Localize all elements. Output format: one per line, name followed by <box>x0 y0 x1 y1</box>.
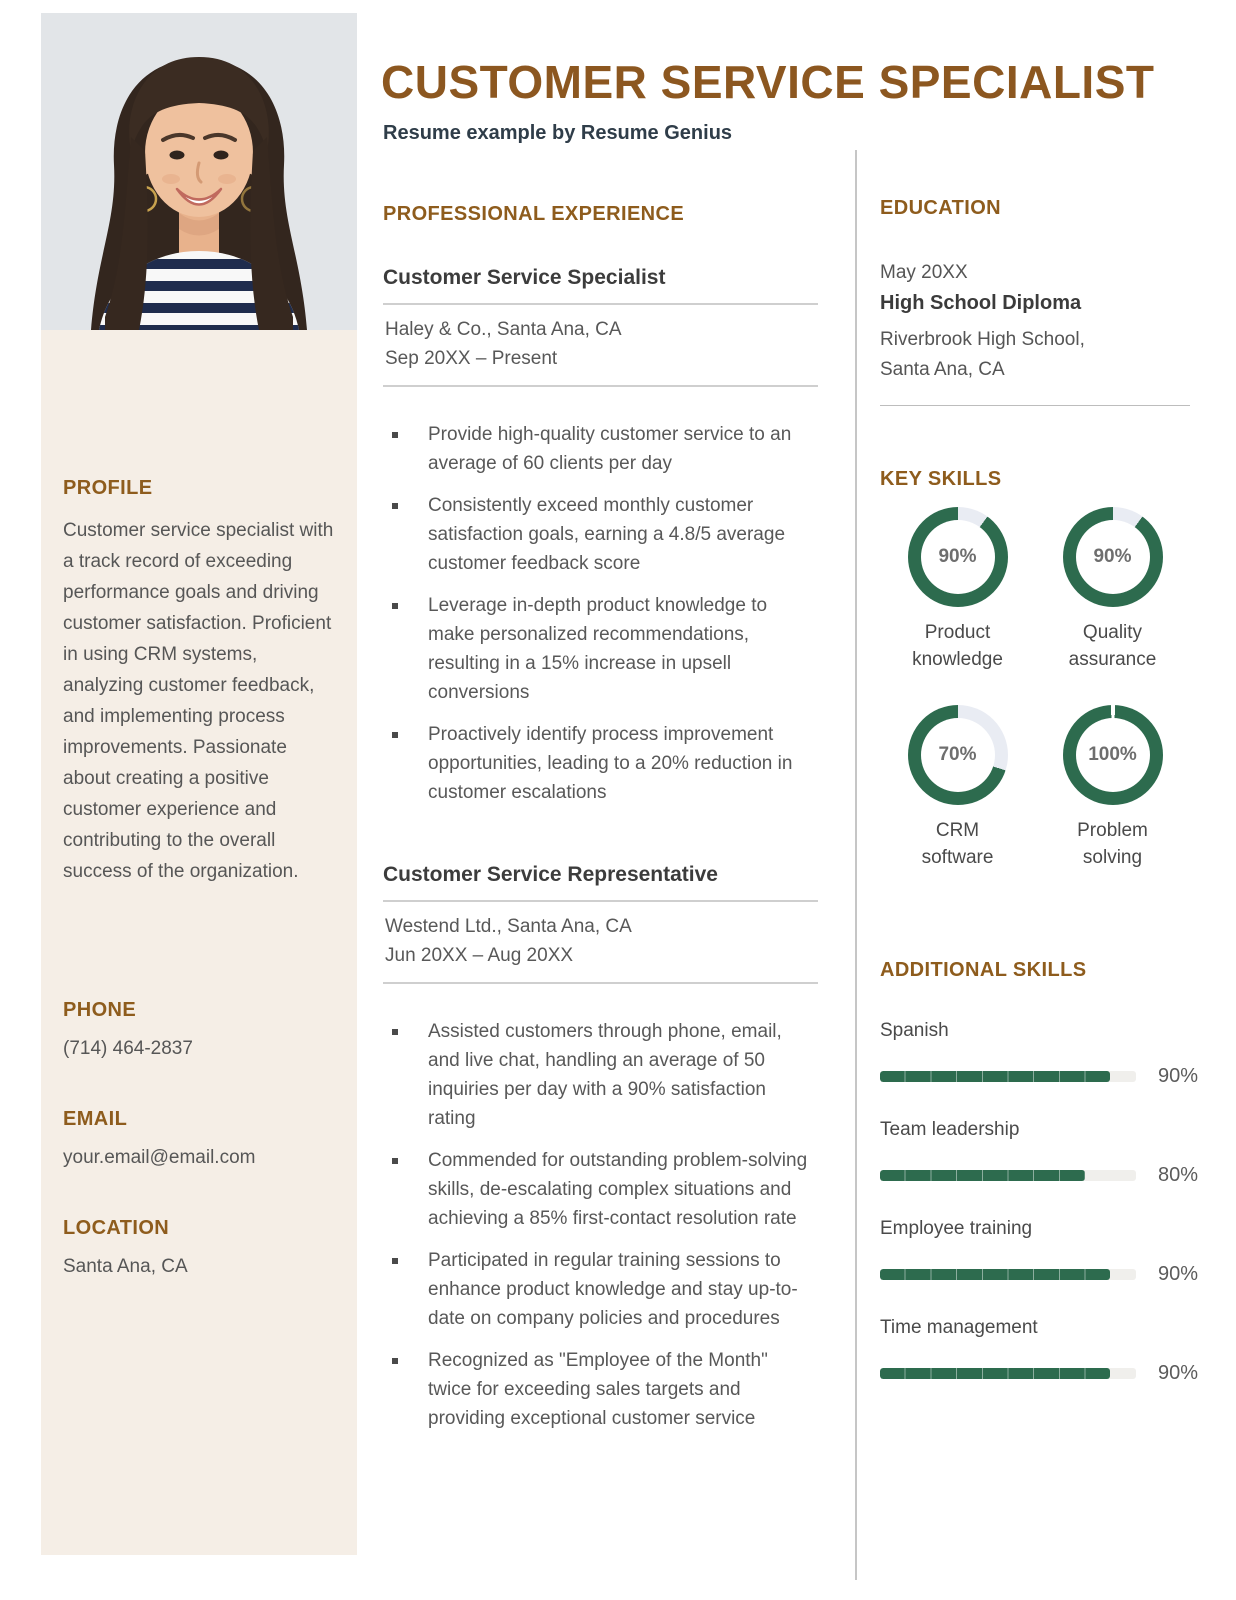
donut-percent: 100% <box>1088 744 1137 765</box>
job-entry <box>383 863 818 1433</box>
skill-bar-fill <box>880 1269 1110 1280</box>
donut-label: Product knowledge <box>912 622 1003 670</box>
bullet-square-icon <box>383 1246 428 1333</box>
location-heading: LOCATION <box>63 1217 170 1239</box>
location-value: Santa Ana, CA <box>63 1256 188 1277</box>
job-bullet: Consistently exceed monthly customer satisfaction goals, earning a 4.8/5 average customer feedback score <box>383 491 818 578</box>
skill-percent: 90% <box>1157 1263 1198 1285</box>
donut-percent: 90% <box>1093 546 1132 567</box>
skill-bar-fill <box>880 1071 1110 1082</box>
education-school: Riverbrook High School, Santa Ana, CA <box>880 329 1085 380</box>
education-degree: High School Diploma <box>880 292 1082 314</box>
job-bullet-list <box>383 420 818 807</box>
job-meta <box>383 900 818 984</box>
phone-value: (714) 464-2837 <box>63 1038 193 1059</box>
skill-bar-row <box>880 1020 1198 1088</box>
skill-bar-row <box>880 1317 1198 1385</box>
skill-bar-line <box>880 1065 1198 1088</box>
profile-heading: PROFILE <box>63 477 153 499</box>
skill-donut <box>880 507 1035 673</box>
job-bullet: Leverage in-depth product knowledge to make personalized recommendations, resulting in a 15% increase in upsell conversions <box>383 591 818 707</box>
job-title: Customer Service Specialist <box>383 266 666 289</box>
job-dates: Sep 20XX – Present <box>385 348 558 369</box>
donut-label: CRM software <box>921 820 994 868</box>
job-dates: Jun 20XX – Aug 20XX <box>385 945 574 966</box>
right-column <box>880 197 1198 1416</box>
page-title: CUSTOMER SERVICE SPECIALIST <box>381 56 1155 108</box>
skill-bar-track <box>880 1269 1136 1280</box>
skill-bar-line <box>880 1164 1198 1187</box>
job-entry <box>383 266 818 807</box>
email-heading: EMAIL <box>63 1108 128 1130</box>
job-bullet: Participated in regular training sessions to enhance product knowledge and stay up-to-date on company policies and procedures <box>383 1246 818 1333</box>
skill-bar-line <box>880 1263 1198 1286</box>
donut-percent: 70% <box>938 744 977 765</box>
donut-label: Quality assurance <box>1068 622 1157 670</box>
page-subtitle: Resume example by Resume Genius <box>383 122 733 144</box>
skill-donut <box>880 705 1035 871</box>
donut-chart-problem-solving <box>1063 705 1163 805</box>
job-company: Westend Ltd., Santa Ana, CA <box>385 916 632 937</box>
skill-donut <box>1035 507 1190 673</box>
job-bullet-list <box>383 1017 818 1433</box>
bullet-square-icon <box>383 1346 428 1433</box>
education-divider <box>880 405 1190 406</box>
additional-skills-list <box>880 1020 1198 1385</box>
donut-percent: 90% <box>938 546 977 567</box>
skill-bar-track <box>880 1368 1136 1379</box>
donut-chart-product-knowledge <box>908 507 1008 607</box>
skill-percent: 90% <box>1157 1362 1198 1384</box>
bullet-square-icon <box>383 491 428 578</box>
job-bullet: Assisted customers through phone, email, and live chat, handling an average of 50 inquiries per day with a 90% satisfaction rating <box>383 1017 818 1133</box>
skill-percent: 90% <box>1157 1065 1198 1087</box>
phone-heading: PHONE <box>63 999 137 1021</box>
experience-section <box>383 203 818 1489</box>
additional-skills-heading: ADDITIONAL SKILLS <box>880 959 1087 981</box>
bullet-square-icon <box>383 420 428 478</box>
donut-chart-crm-software <box>908 705 1008 805</box>
skill-donut <box>1035 705 1190 871</box>
job-company: Haley & Co., Santa Ana, CA <box>385 319 622 340</box>
donut-hole <box>921 520 995 594</box>
bullet-square-icon <box>383 720 428 807</box>
job-bullet: Proactively identify process improvement opportunities, leading to a 20% reduction in customer escalations <box>383 720 818 807</box>
column-divider <box>855 150 857 1580</box>
donut-hole <box>921 718 995 792</box>
donut-chart-quality-assurance <box>1063 507 1163 607</box>
sidebar <box>41 330 357 1555</box>
job-bullet: Commended for outstanding problem-solving skills, de-escalating complex situations and achieving a 85% first-contact resolution rate <box>383 1146 818 1233</box>
education-heading: EDUCATION <box>880 197 1002 219</box>
skill-percent: 80% <box>1157 1164 1198 1186</box>
portrait-photo <box>41 13 357 330</box>
donut-hole <box>1076 520 1150 594</box>
skill-bar-line <box>880 1362 1198 1385</box>
job-bullet: Recognized as "Employee of the Month" twice for exceeding sales targets and providing exceptional customer service <box>383 1346 818 1433</box>
email-value: your.email@email.com <box>63 1147 256 1168</box>
key-skills-grid <box>880 507 1198 871</box>
skill-bar-fill <box>880 1368 1110 1379</box>
education-date: May 20XX <box>880 262 968 283</box>
skill-bar-fill <box>880 1170 1085 1181</box>
bullet-square-icon <box>383 1017 428 1133</box>
skill-bar-track <box>880 1170 1136 1181</box>
skill-label: Spanish <box>880 1020 949 1041</box>
job-meta <box>383 303 818 387</box>
donut-hole <box>1076 718 1150 792</box>
bullet-square-icon <box>383 591 428 707</box>
skill-label: Team leadership <box>880 1119 1020 1140</box>
profile-text: Customer service specialist with a track record of exceeding performance goals and driving customer satisfaction. Proficient in using CRM systems, analyzing customer feedback, and implementing process improvements. Passionate about creating a positive customer experience and contributing to the overall success of the organization. <box>63 520 334 882</box>
job-bullet: Provide high-quality customer service to an average of 60 clients per day <box>383 420 818 478</box>
skill-bar-track <box>880 1071 1136 1082</box>
job-title: Customer Service Representative <box>383 863 718 886</box>
skill-bar-row <box>880 1218 1198 1286</box>
bullet-square-icon <box>383 1146 428 1233</box>
key-skills-heading: KEY SKILLS <box>880 468 1002 490</box>
donut-label: Problem solving <box>1077 820 1148 868</box>
skill-bar-row <box>880 1119 1198 1187</box>
experience-heading: PROFESSIONAL EXPERIENCE <box>383 203 685 225</box>
skill-label: Time management <box>880 1317 1038 1338</box>
skill-label: Employee training <box>880 1218 1033 1239</box>
